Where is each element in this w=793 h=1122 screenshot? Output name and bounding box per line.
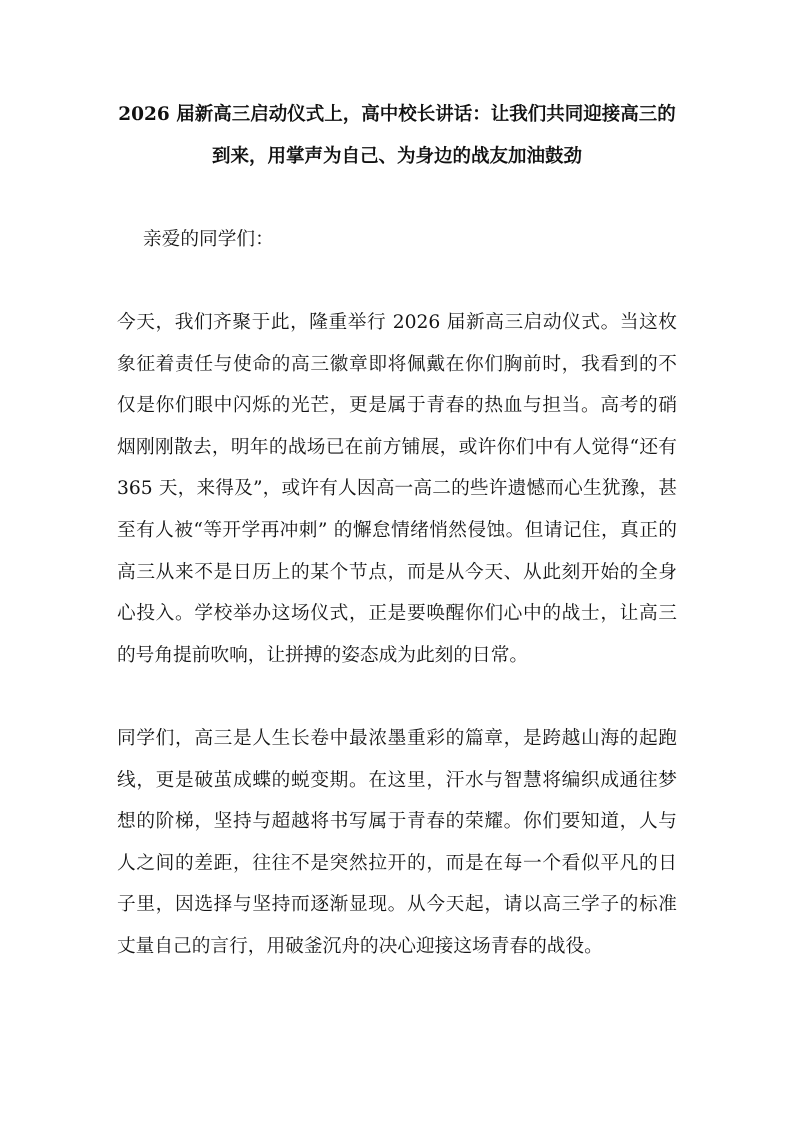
paragraph-1: 今天，我们齐聚于此，隆重举行 2026 届新高三启动仪式。当这枚象征着责任与使命的高三徽章即将佩戴在你们胸前时，我看到的不仅是你们眼中闪烁的光芒，更是属于青春的热血与担当。高考的硝烟刚刚散去，明年的战场已在前方铺展，或许你们中有人觉得“还有 365 天，来得及”，或许有人因高一高二的些许遗憾而心生犹豫，甚至有人被“等开学再冲刺” 的懈怠情绪悄然侵蚀。但请记住，真正的高三从来不是日历上的某个节点，而是从今天、从此刻开始的全身心投入。学校举办这场仪式，正是要唤醒你们心中的战士，让高三的号角提前吹响，让拼搏的姿态成为此刻的日常。 bbox=[117, 311, 677, 666]
greeting-line: 亲爱的同学们： bbox=[143, 228, 274, 250]
paragraph-2: 同学们，高三是人生长卷中最浓墨重彩的篇章，是跨越山海的起跑线，更是破茧成蝶的蜕变期。在这里，汗水与智慧将编织成通往梦想的阶梯，坚持与超越将书写属于青春的荣耀。你们要知道，人与人之间的差距，往往不是突然拉开的，而是在每一个看似平凡的日子里，因选择与坚持而逐渐显现。从今天起，请以高三学子的标准丈量自己的言行，用破釜沉舟的决心迎接这场青春的战役。 bbox=[117, 727, 677, 957]
document-title: 2026 届新高三启动仪式上，高中校长讲话：让我们共同迎接高三的到来，用掌声为自己、为身边的战友加油鼓劲 bbox=[118, 104, 676, 167]
